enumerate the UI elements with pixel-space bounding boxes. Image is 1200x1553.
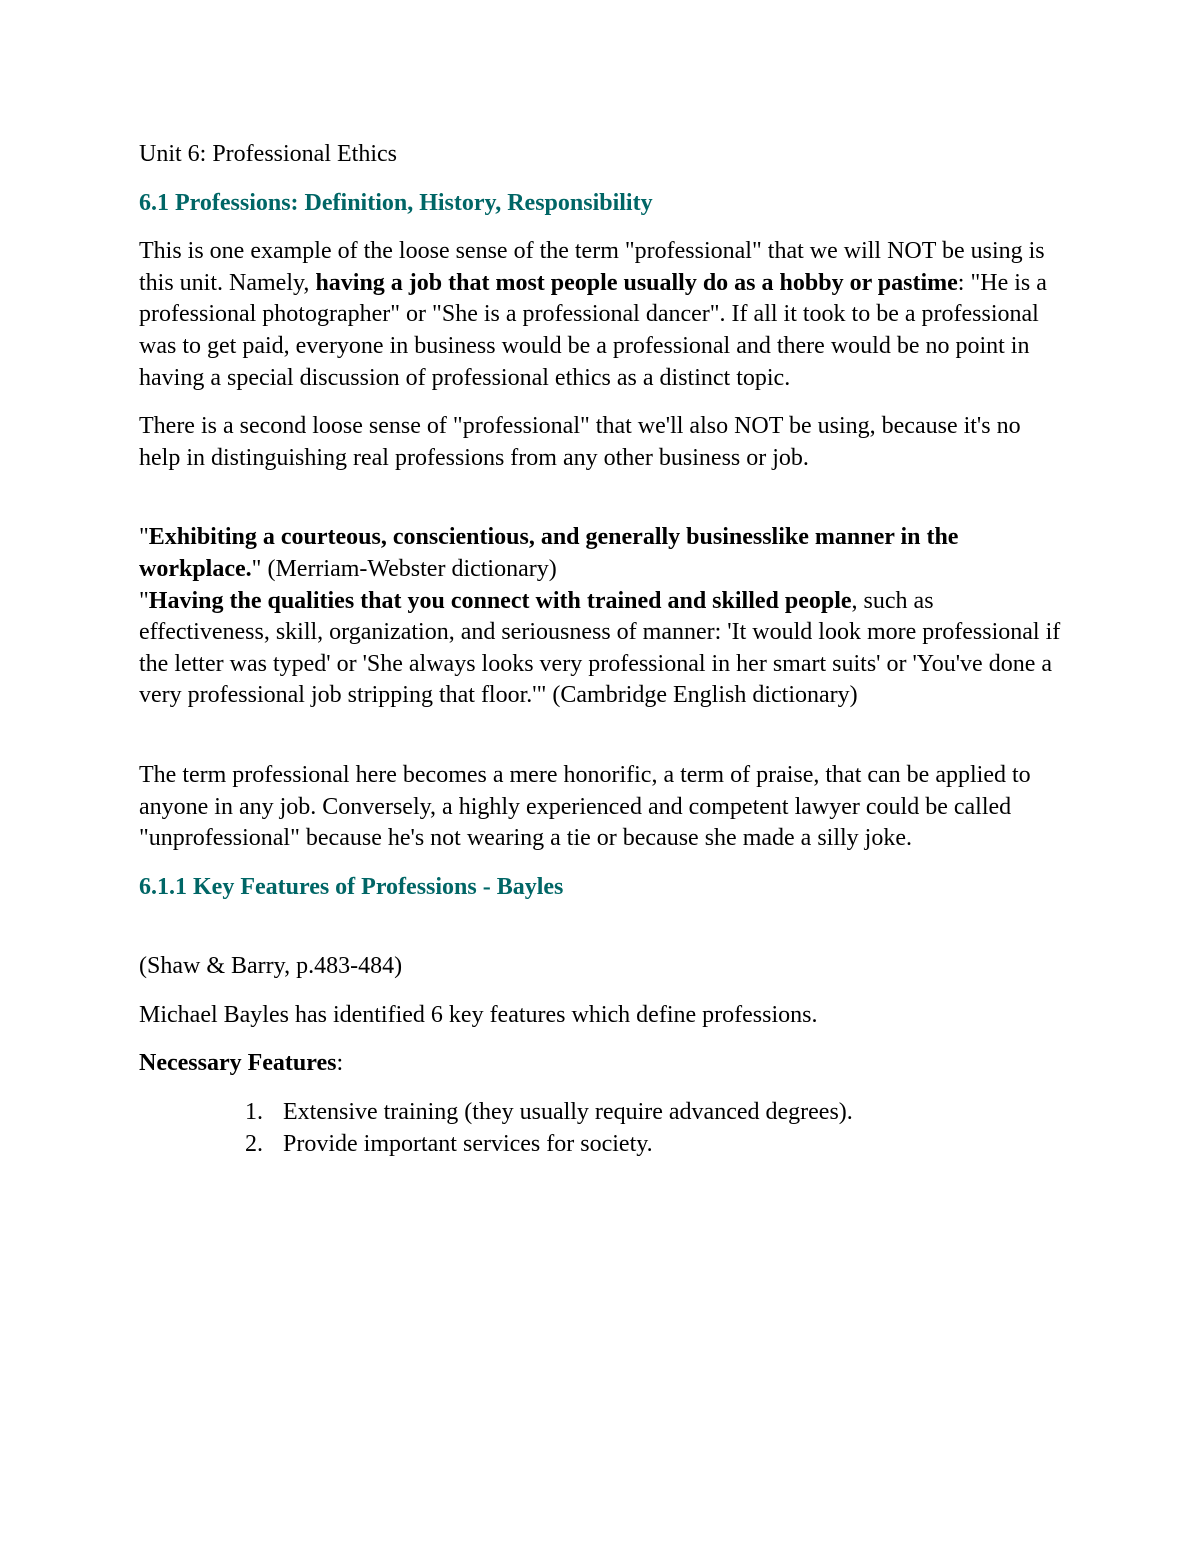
list-item-text: Extensive training (they usually require advanced degrees). (283, 1099, 853, 1126)
paragraph-honorific: The term professional here becomes a mere honorific, a term of praise, that can be applied to anyone in any job. Conversely, a highly experienced and competent lawyer could be called "unprofessional" because he's not wearing a tie or because she made a silly joke. (139, 761, 1031, 852)
quote-bold-text: Exhibiting a courteous, conscientious, and generally businesslike manner in the workplace. (139, 524, 959, 582)
list-item-number: 1. (245, 1099, 263, 1126)
necessary-features-label (139, 1048, 1064, 1080)
necessary-features-bold: Necessary Features (139, 1050, 337, 1077)
paragraph-text: : "He is a professional photographer" or "She is a professional dancer". If all it took to be a professional was to get paid, everyone in business would be a professional and there would be no point in having a special discussion of professional ethics as a distinct topic. (139, 269, 1047, 391)
paragraph-bayles-intro: Michael Bayles has identified 6 key features which define professions. (139, 1001, 818, 1028)
section-heading-6-1: 6.1 Professions: Definition, History, Responsibility (139, 189, 653, 216)
quote-citation: , such as effectiveness, skill, organization, and seriousness of manner: 'It would look more professional if the letter was typed' or 'She always looks very professional in her smart suits' or 'You've done a very professional job stripping that floor.'" (Cambridge English dictionary) (139, 587, 1061, 709)
paragraph-loose-sense-2: There is a second loose sense of "professional" that we'll also NOT be using, because it's no help in distinguishing real professions from any other business or job. (139, 413, 1021, 471)
quote-mark: " (139, 587, 149, 614)
list-item (139, 1097, 1064, 1129)
list-item (139, 1129, 1064, 1161)
quote-cambridge (139, 586, 1064, 712)
list-item-number: 2. (245, 1130, 263, 1157)
quote-bold-text: Having the qualities that you connect with trained and skilled people (148, 587, 852, 614)
paragraph-bold-text: having a job that most people usually do as a hobby or pastime (315, 269, 958, 296)
quote-merriam-webster (139, 522, 1064, 585)
spacer (139, 491, 1064, 522)
document-page (139, 139, 1064, 1160)
spacer (139, 712, 1064, 760)
spacer (139, 920, 1064, 951)
quote-mark: " (139, 524, 149, 551)
section-heading-6-1-1: 6.1.1 Key Features of Professions - Bayles (139, 873, 564, 900)
unit-title: Unit 6: Professional Ethics (139, 141, 397, 167)
paragraph-text: This is one example of the loose sense of the term "professional" that we will NOT be using is this unit. Namely, (139, 238, 1045, 296)
list-item-text: Provide important services for society. (283, 1130, 653, 1157)
label-colon: : (336, 1050, 344, 1077)
source-citation: (Shaw & Barry, p.483-484) (139, 953, 403, 980)
quote-citation: " (Merriam-Webster dictionary) (251, 555, 557, 582)
paragraph-loose-sense-1 (139, 236, 1064, 394)
necessary-features-list (139, 1097, 1064, 1160)
